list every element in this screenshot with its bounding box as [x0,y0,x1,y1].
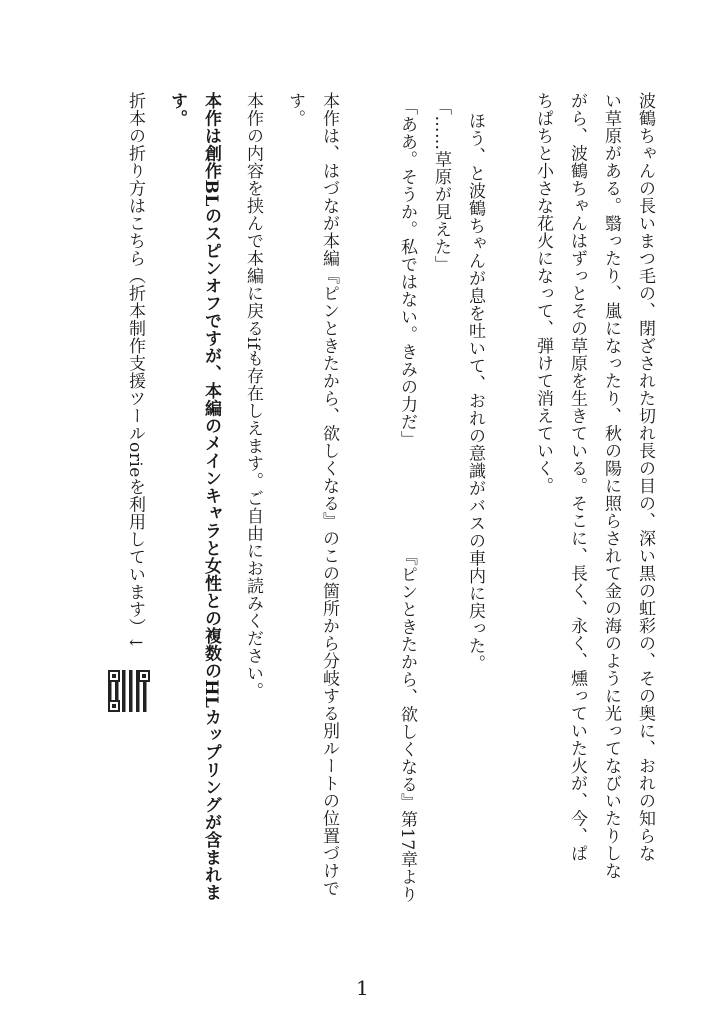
note-line-5: す。 [167,92,187,127]
note-line-3: 本作の内容を挟んで本編に戻るifも存在しえます。ご自由にお読みください。 [243,92,263,700]
text-line-5: ほう、と波鶴ちゃんが息を吐いて、おれの意識がバスの車内に戻った。 [465,112,485,672]
source-citation: 『ピンときたから、欲しくなる』第17章より [397,548,417,904]
note-line-2: す。 [285,92,305,127]
text-line-2: い草原がある。翳ったり、嵐になったり、秋の陽に照らされて金の海のように光ってなびいたりしな [601,92,621,880]
text-line-6: 「……草原が見えた」 [431,98,451,273]
page-number: 1 [356,976,369,1000]
note-line-1: 本作は、はづなが本編『ピンときたから、欲しくなる』のこの箇所から分岐する別ルートの位置づけで [319,92,339,897]
qr-code[interactable] [108,670,150,712]
text-line-1: 波鶴ちゃんの長いまつ毛の、閉ざされた切れ長の目の、深い黒の虹彩の、その奥に、おれの知らな [635,92,655,862]
text-line-7: 「ああ。そうか。私ではない。きみの力だ」 [397,98,417,448]
text-line-3: がら、波鶴ちゃんはずっとその草原を生きている。そこに、長く、永く、燻っていた火が、今、ぱ [567,92,587,862]
note-line-4: 本作は創作BLのスピンオフですが、本編のメインキャラと女性との複数のHLカップリングが含まれま [201,92,221,901]
note-line-6: 折本の折り方はこちら（折本制作支援ツールorieを利用しています）↓ [125,92,145,651]
text-line-4: ちぱちと小さな花火になって、弾けて消えていく。 [533,92,553,495]
